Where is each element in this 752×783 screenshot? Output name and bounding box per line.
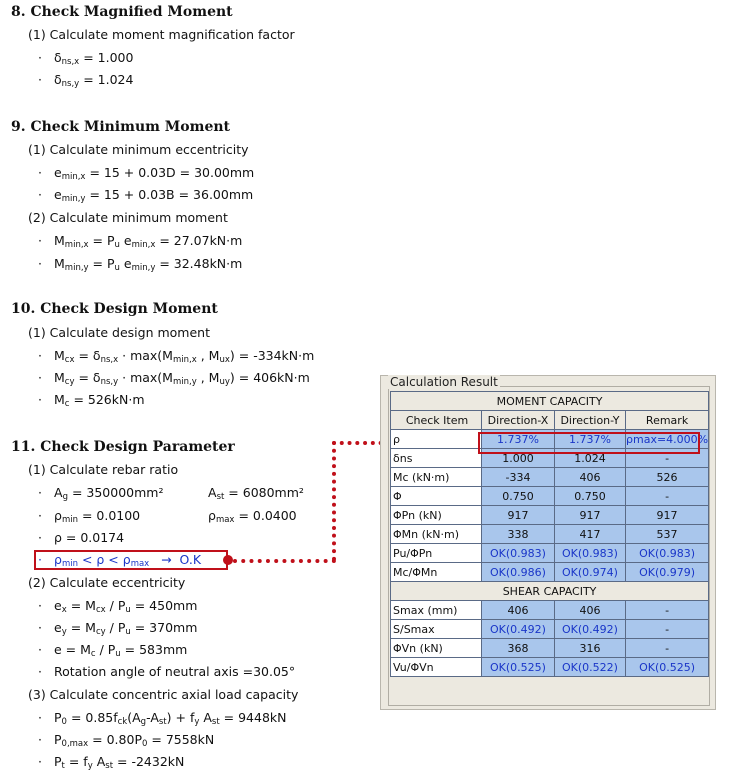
shear-row [391,601,709,620]
shear-capacity-header: SHEAR CAPACITY [391,582,709,601]
col-remark: Remark [626,411,709,430]
moment-cell: - [626,487,709,506]
moment-row [391,487,709,506]
moment-cell: OK(0.986) [482,563,555,582]
rho-line: · ρ = 0.0174 [38,530,125,545]
section-9-title: 9. Check Minimum Moment [11,119,231,135]
moment-cell: 917 [626,506,709,525]
delta-nsy-line: · $\delta_{ns,y} = 1.024$ [38,72,134,89]
moment-cell: 1.000 [482,449,555,468]
section-11-sub2: (2) Calculate eccentricity [28,575,186,590]
section-8-title: 8. Check Magnified Moment [11,4,233,20]
moment-cell: 1.024 [555,449,626,468]
moment-cell: ΦMn (kN·m) [391,525,482,544]
shear-cell: OK(0.492) [482,620,555,639]
ey-line: · $e_y = M_{cy} / P_u = 370mm$ [38,620,198,637]
section-11-title: 11. Check Design Parameter [11,439,235,455]
moment-cell: OK(0.983) [482,544,555,563]
shear-cell: 316 [555,639,626,658]
shear-row [391,620,709,639]
emin-y-line: · $e_{min,y} = 15 + 0.03B = 36.00mm$ [38,187,254,204]
section-11-sub1: (1) Calculate rebar ratio [28,462,179,477]
shear-cell: OK(0.522) [555,658,626,677]
shear-cell: OK(0.525) [626,658,709,677]
moment-cell: 406 [555,468,626,487]
moment-cell: 0.750 [555,487,626,506]
moment-cell: ρ [391,430,482,449]
shear-cell: ΦVn (kN) [391,639,482,658]
mcx-line: · $M_{cx} = \delta_{ns,x} \cdot \max(M_{min,x}$ , $M_{ux}) = -334kN\cdot m$ [38,348,315,365]
delta-nsx-line: · $\delta_{ns,x} = 1.000$ [38,50,134,67]
shear-cell: 368 [482,639,555,658]
rho-row-highlight [478,432,700,454]
mmin-y-line: · $M_{min,y} = P_u$ $e_{min,y} = 32.48kN\cdot m$ [38,256,243,273]
moment-cell: ρmax=4.000% [626,430,709,449]
moment-cell: ΦPn (kN) [391,506,482,525]
section-9-sub2: (2) Calculate minimum moment [28,210,228,225]
moment-cell: 417 [555,525,626,544]
rho-check-line: · $\rho_{min} < \rho < \rho_{max} \to O.K$ [38,552,202,569]
shear-cell: 406 [555,601,626,620]
moment-cell: 526 [626,468,709,487]
moment-row [391,506,709,525]
shear-cell: - [626,620,709,639]
moment-cell: -334 [482,468,555,487]
moment-cell: 917 [482,506,555,525]
section-10-sub1: (1) Calculate design moment [28,325,210,340]
e-line: · $e = M_c / P_u = 583mm$ [38,642,188,659]
mc-line: · $M_c = 526kN\cdot m$ [38,392,145,409]
shear-row [391,639,709,658]
connector-dot-left [223,555,233,565]
shear-cell: Vu/ΦVn [391,658,482,677]
shear-cell: - [626,601,709,620]
shear-cell: Smax (mm) [391,601,482,620]
section-11-sub3: (3) Calculate concentric axial load capacity [28,687,299,702]
moment-cell: 537 [626,525,709,544]
moment-row [391,563,709,582]
panel-title: Calculation Result [390,375,498,389]
shear-cell: S/Smax [391,620,482,639]
p0max-line: · $P_{0,max} = 0.80P_0 = 7558kN$ [38,732,215,749]
ast-line: $A_{st} = 6080mm^2$ [208,485,304,502]
col-check-item: Check Item [391,411,482,430]
mcy-line: · $M_{cy} = \delta_{ns,y} \cdot \max(M_{min,y}$ , $M_{uy}) = 406kN\cdot m$ [38,370,310,387]
shear-cell: 406 [482,601,555,620]
moment-cell: δns [391,449,482,468]
moment-cell: 1.737% [555,430,626,449]
moment-cell: 1.737% [482,430,555,449]
section-9-sub1: (1) Calculate minimum eccentricity [28,142,249,157]
col-direction-y: Direction-Y [555,411,626,430]
rho-max-line: $\rho_{max} = 0.0400$ [208,508,297,525]
p0-line: · $P_0 = 0.85f_{ck}(A_g-A_{st}) + f_y$ $A_{st} = 9448kN$ [38,710,287,727]
moment-cell: OK(0.983) [555,544,626,563]
pt-line: · $P_t = f_y$ $A_{st} = -2432kN$ [38,754,185,771]
rotation-angle-line: · Rotation angle of neutral axis =30.05° [38,664,296,679]
moment-cell: OK(0.983) [626,544,709,563]
connector-line-h1 [233,559,336,563]
moment-cell: - [626,449,709,468]
moment-capacity-header: MOMENT CAPACITY [391,392,709,411]
shear-cell: OK(0.492) [555,620,626,639]
ex-line: · $e_x = M_{cx} / P_u = 450mm$ [38,598,198,615]
col-direction-x: Direction-X [482,411,555,430]
moment-cell: Φ [391,487,482,506]
connector-line-v [332,441,336,561]
section-10-title: 10. Check Design Moment [11,301,218,317]
moment-cell: 0.750 [482,487,555,506]
moment-row [391,468,709,487]
moment-cell: Mc (kN·m) [391,468,482,487]
moment-cell: OK(0.979) [626,563,709,582]
rho-min-line: · $\rho_{min} = 0.0100$ [38,508,141,525]
shear-cell: OK(0.525) [482,658,555,677]
shear-cell: - [626,639,709,658]
section-8-sub1: (1) Calculate moment magnification factor [28,27,295,42]
moment-cell: OK(0.974) [555,563,626,582]
ag-line: · $A_g = 350000mm^2$ [38,485,164,502]
moment-cell: 917 [555,506,626,525]
moment-cell: 338 [482,525,555,544]
moment-cell: Pu/ΦPn [391,544,482,563]
mmin-x-line: · $M_{min,x} = P_u$ $e_{min,x} = 27.07kN\cdot m$ [38,233,243,250]
moment-cell: Mc/ΦMn [391,563,482,582]
emin-x-line: · $e_{min,x} = 15 + 0.03D = 30.00mm$ [38,165,255,182]
shear-row [391,658,709,677]
moment-row [391,544,709,563]
moment-row [391,525,709,544]
